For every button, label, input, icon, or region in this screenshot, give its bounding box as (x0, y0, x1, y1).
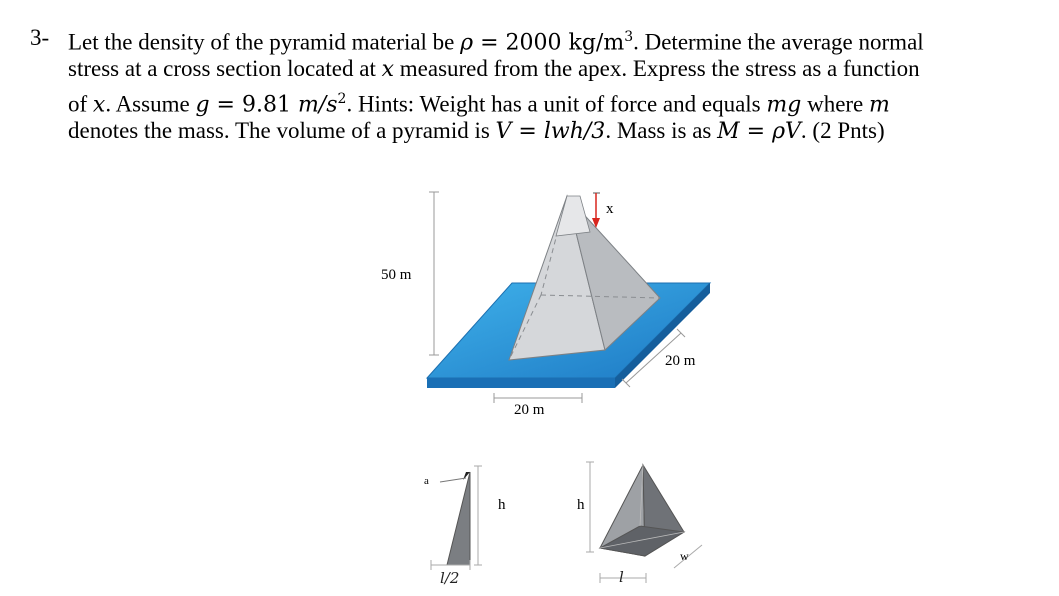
height-label: 50 m (381, 267, 412, 283)
problem-line-1: Let the density of the pyramid material be ρ = 2000 $kg/m^3$. Determine the average normal (68, 29, 924, 56)
problem-line-2: stress at a cross section located at x measured from the apex. Express the stress as a function (68, 56, 920, 82)
x-arrow (592, 193, 600, 228)
half-l-label: l/2 (440, 569, 460, 587)
small-pyramid-figure (586, 462, 702, 583)
problem-line-3: of x. Assume g = 9.81 $m/s^2$. Hints: Weight has a unit of force and equals mg where m (68, 91, 890, 118)
left-h-label: h (498, 497, 506, 513)
problem-line-4: denotes the mass. The volume of a pyramid is V = lwh/3. Mass is as M = ρV. (2 Pnts) (68, 118, 885, 144)
l-label: l (619, 568, 624, 586)
height-dimension (429, 192, 439, 355)
right-h-label: h (577, 497, 585, 513)
x-label: x (606, 201, 614, 217)
base-width-label: 20 m (514, 402, 545, 418)
a-label: a (424, 475, 429, 487)
problem-number: 3- (30, 25, 50, 50)
w-label: w (680, 549, 689, 563)
half-section-figure (431, 466, 482, 570)
base-depth-label: 20 m (665, 353, 696, 369)
